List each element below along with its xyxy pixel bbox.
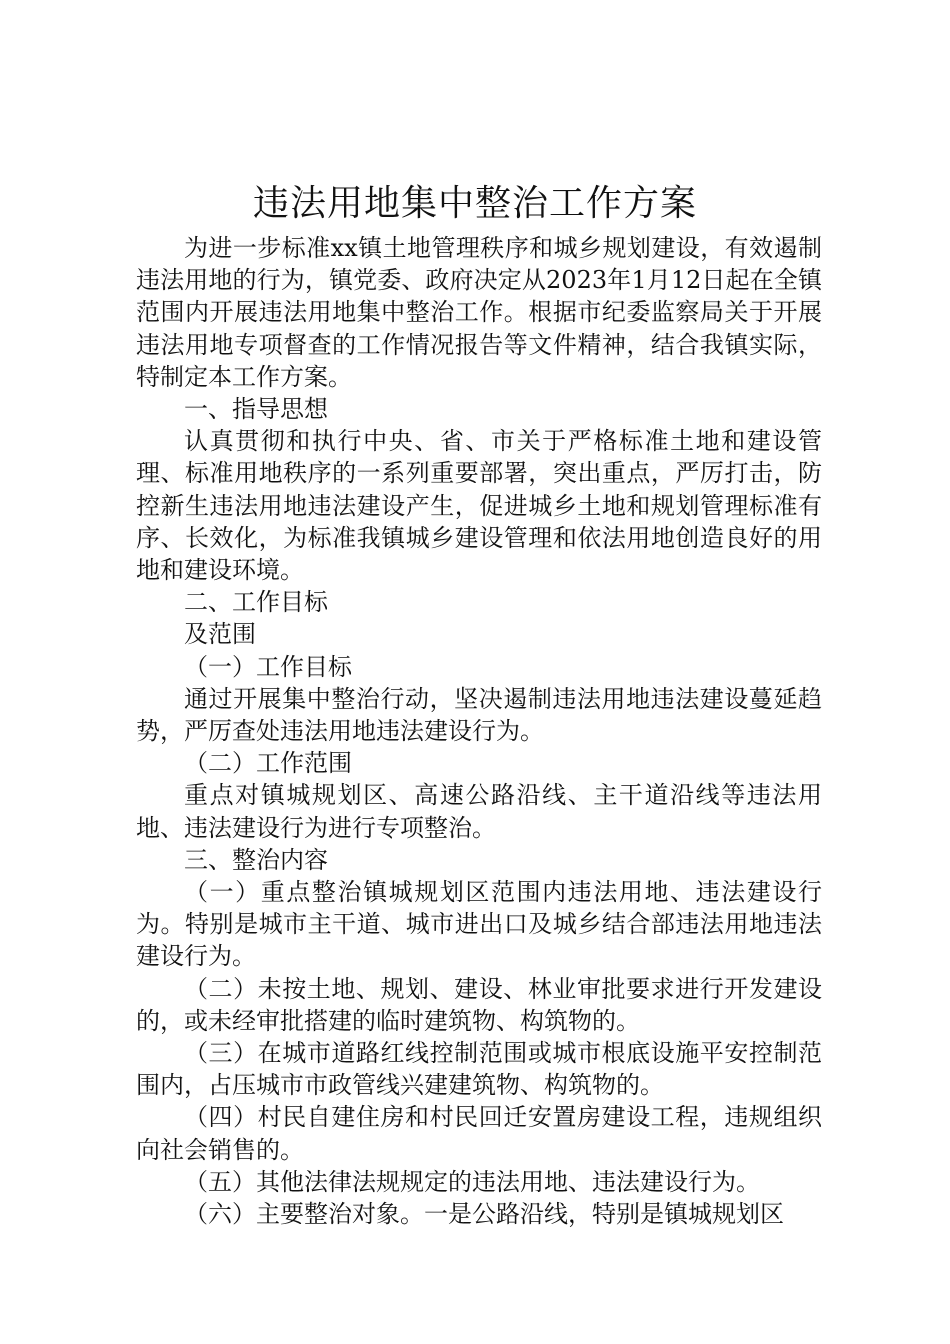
section-heading-2-continued: 及范围 — [184, 620, 256, 649]
document-title: 违法用地集中整治工作方案 — [252, 183, 697, 224]
subheading-work-scope: （二）工作范围 — [184, 749, 352, 778]
rectification-item-6: （六）主要整治对象。一是公路沿线，特别是镇城规划区 — [184, 1200, 784, 1229]
guiding-ideology-paragraph: 认真贯彻和执行中央、省、市关于严格标准土地和建设管理、标准用地秩序的一系列重要部署，突出重点，严厉打击，防控新生违法用地违法建设产生，促进城乡土地和规划管理标准有序、长效化，为标准我镇城乡建设管理和依法用地创造良好的用地和建设环境。 — [136, 427, 822, 585]
intro-paragraph: 为进一步标准xx镇土地管理秩序和城乡规划建设，有效遏制违法用地的行为，镇党委、政府决定从2023年1月12日起在全镇范围内开展违法用地集中整治工作。根据市纪委监察局关于开展违法用地专项督查的工作情况报告等文件精神，结合我镇实际，特制定本工作方案。 — [136, 234, 822, 391]
subheading-work-goal: （一）工作目标 — [184, 652, 352, 681]
rectification-item-1: （一）重点整治镇城规划区范围内违法用地、违法建设行为。特别是城市主干道、城市进出口及城乡结合部违法用地违法建设行为。 — [136, 878, 822, 971]
work-goal-paragraph: 通过开展集中整治行动，坚决遏制违法用地违法建设蔓延趋势，严厉查处违法用地违法建设行为。 — [136, 684, 822, 746]
section-heading-3: 三、整治内容 — [184, 845, 328, 874]
section-heading-2: 二、工作目标 — [184, 588, 328, 617]
rectification-item-2: （二）未按土地、规划、建设、林业审批要求进行开发建设的，或未经审批搭建的临时建筑物、构筑物的。 — [136, 974, 822, 1035]
work-scope-paragraph: 重点对镇城规划区、高速公路沿线、主干道沿线等违法用地、违法建设行为进行专项整治。 — [136, 781, 822, 842]
rectification-item-5: （五）其他法律法规规定的违法用地、违法建设行为。 — [184, 1167, 760, 1196]
rectification-item-3: （三）在城市道路红线控制范围或城市根底设施平安控制范围内，占压城市市政管线兴建建筑物、构筑物的。 — [136, 1039, 822, 1100]
section-heading-1: 一、指导思想 — [184, 395, 328, 424]
rectification-item-4: （四）村民自建住房和村民回迁安置房建设工程，违规组织向社会销售的。 — [136, 1103, 822, 1164]
document-body — [136, 232, 822, 1230]
